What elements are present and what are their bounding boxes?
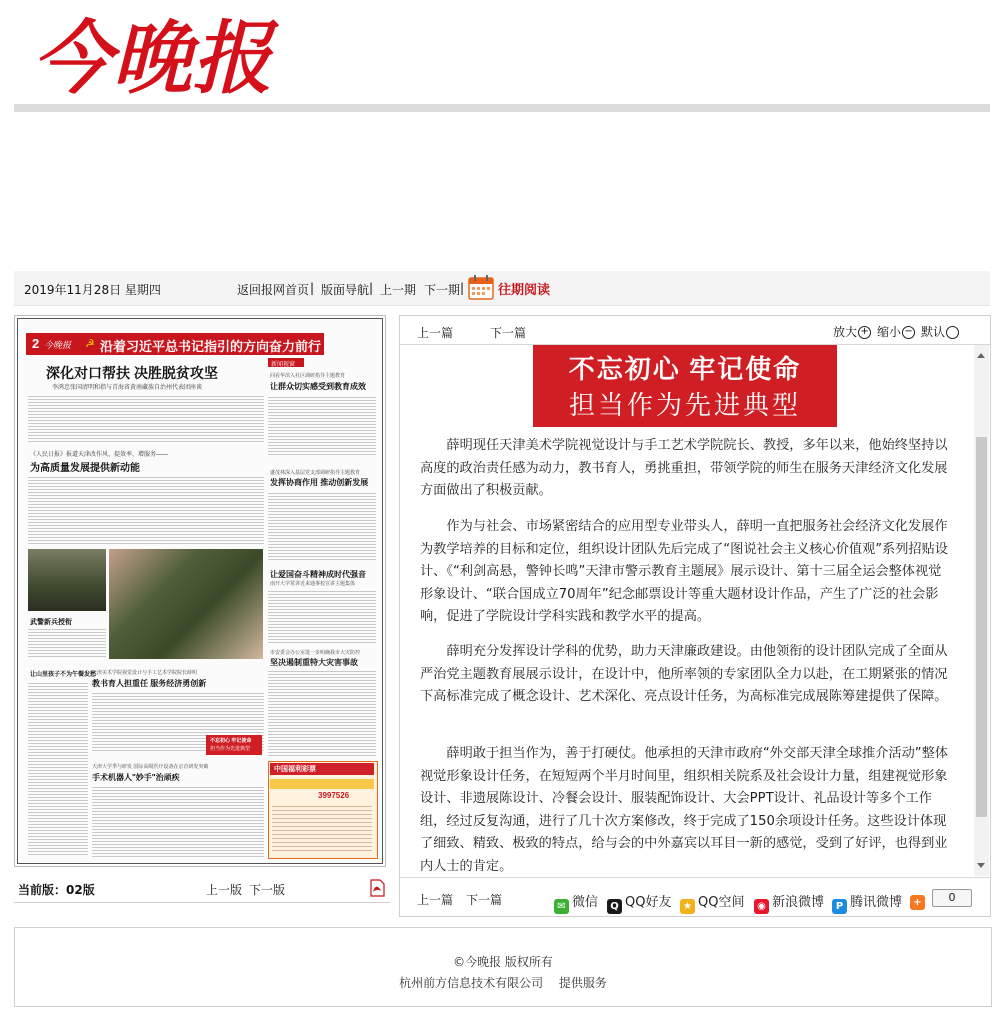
- newspaper-page-image[interactable]: [17, 318, 383, 864]
- share-more-button[interactable]: [910, 891, 928, 910]
- bottom-kicker: 天津大学季与研发 国际高级医疗设备在京首研发突破: [92, 764, 209, 770]
- prev-page-link[interactable]: 上一版: [206, 883, 243, 897]
- banner-line1: 不忘初心 牢记使命: [568, 355, 802, 384]
- page-header-title: 沿着习近平总书记指引的方向奋力前行: [100, 339, 322, 354]
- mid-badge-line2: 担当作为先进典型: [210, 746, 251, 752]
- next-article-link[interactable]: 下一篇: [490, 326, 527, 340]
- zoom-out-icon: −: [902, 326, 915, 339]
- side3-sub: 南开大学常讲近来通事校宣讲主题集体: [270, 581, 356, 587]
- article-text-block: [268, 491, 376, 561]
- zoom-default-label: 默认: [921, 325, 946, 339]
- qzone-star-icon: ★: [680, 899, 695, 914]
- scroll-thumb[interactable]: [976, 437, 987, 817]
- nav-separator: |: [310, 281, 315, 295]
- article-banner: [533, 345, 837, 427]
- nav-separator: |: [369, 281, 374, 295]
- sina-weibo-icon: ◉: [754, 899, 769, 914]
- article-toolbar: [400, 316, 990, 345]
- nav-separator: |: [460, 281, 465, 295]
- current-page-label: [18, 881, 95, 898]
- article-paragraph: 薛明现任天津美术学院视觉设计与手工艺术学院院长、教授，多年以来，他始终坚持以高度的政治责任感为动力，教书育人，勇挑重担，带领学院的师生在服务天津经济文化发展方面做出了积极贡献。: [420, 438, 948, 498]
- side-tag-label: 新闻视窗: [271, 362, 296, 368]
- current-page-label-text: 当前版：: [18, 883, 67, 897]
- site-footer: [14, 927, 992, 1007]
- page-headline-sub: 李鸿忠张国清明和指与青海省黄南藏族自治州代表团座谈: [52, 385, 203, 391]
- side2-headline: 发挥协商作用 推动创新发展: [270, 478, 369, 487]
- share-tencent-label: 腾讯微博: [850, 895, 903, 910]
- share-weixin[interactable]: [554, 891, 598, 914]
- scroll-up-icon[interactable]: [977, 353, 985, 358]
- date-nav-bar: [14, 271, 990, 306]
- share-sina-label: 新浪微博: [772, 895, 825, 910]
- lottery-band: [270, 779, 374, 789]
- article-text-block: [268, 395, 376, 455]
- article-text-block: [28, 627, 106, 657]
- bottom-headline: 手术机器人"妙手"治顽疾: [92, 773, 180, 782]
- next-page-link[interactable]: 下一版: [249, 883, 286, 897]
- article-text-block: [268, 669, 376, 757]
- lottery-title: 中国福利彩票: [274, 766, 316, 773]
- next-article-link[interactable]: 下一篇: [466, 893, 503, 907]
- side2-kicker: 盛茂林深入基层党支部调研指导主题教育: [270, 470, 361, 476]
- header-divider: [14, 104, 990, 112]
- party-emblem-icon: ☭: [85, 338, 95, 350]
- zoom-in-icon: +: [858, 326, 871, 339]
- side-headline: 让群众切实感受到教育成效: [270, 382, 366, 391]
- photo-caption: 武警新兵授衔: [30, 619, 72, 626]
- issue-date: 2019年11月28日 星期四: [24, 283, 161, 297]
- qq-icon: Q: [607, 899, 622, 914]
- news-photo-large: [109, 549, 263, 659]
- zoom-default-icon: [946, 326, 959, 339]
- left-col-headline: 让山里孩子不为午餐发愁: [30, 672, 97, 678]
- headline2-kicker: 《人民日报》报道天津改作风、提效率、增服务——: [30, 452, 169, 458]
- article-scrollbar[interactable]: [974, 345, 989, 876]
- newspaper-page-viewer[interactable]: [14, 315, 386, 867]
- lottery-table: [272, 803, 372, 853]
- prev-article-link[interactable]: 上一篇: [417, 326, 454, 340]
- zoom-in-button[interactable]: [833, 323, 871, 340]
- home-link[interactable]: 返回报网首页: [237, 283, 310, 297]
- share-tencent-weibo[interactable]: [832, 891, 902, 914]
- article-text-block: [268, 589, 376, 644]
- logo-text: 今晚报: [32, 16, 272, 102]
- zoom-out-button[interactable]: [877, 323, 915, 340]
- masthead-small: 今晚报: [44, 340, 72, 350]
- article-bottom-bar: [400, 877, 990, 916]
- page-number: 2: [32, 336, 40, 351]
- logo: [30, 6, 300, 102]
- article-panel: [399, 315, 991, 917]
- article-paragraph: 薛明充分发挥设计学科的优势，助力天津廉政建设。由他领衔的设计团队完成了全面从严治党主题教育展展示设计，在设计中，他所率领的专家团队全力以赴，在工期紧张的情况下高标准完成了概念设计、艺术深化、亮点设计任务，为高标准完成展陈筹建提供了保障。: [420, 644, 948, 704]
- prev-issue-link[interactable]: 上一期: [380, 283, 417, 297]
- pdf-download-icon[interactable]: [369, 879, 385, 897]
- article-paragraph: 作为与社会、市场紧密结合的应用型专业带头人，薛明一直把服务社会经济文化发展作为教学培养的目标和定位，组织设计团队先后完成了“图说社会主义核心价值观”系列招贴设计、《“利剑高悬，警钟长鸣”天津市警示教育主题展》展示设计、第十三届全运会整体视觉形象设计、“联合国成立70周年”纪念邮票设计等重大题材设计作品，产生了广泛的社会影响，促进了学院设计学科实践和教学水平的提高。: [420, 519, 948, 624]
- article-text-block: [28, 681, 88, 857]
- side-kicker: 回看华滨入社区调研指导主题教育: [270, 373, 346, 379]
- share-qzone-label: QQ空间: [698, 895, 745, 910]
- page-navigation: [14, 876, 390, 903]
- calendar-icon[interactable]: [468, 274, 494, 300]
- plus-icon: +: [910, 895, 925, 910]
- layout-nav-link[interactable]: 版面导航: [321, 283, 370, 297]
- article-text-block: [28, 475, 264, 545]
- news-photo-small: [28, 549, 106, 611]
- article-text-block: [28, 394, 264, 442]
- past-reading-link[interactable]: 往期阅读: [498, 283, 551, 298]
- next-issue-link[interactable]: 下一期: [424, 283, 461, 297]
- zoom-in-label: 放大: [833, 325, 858, 339]
- share-qq-label: QQ好友: [625, 895, 672, 910]
- current-page-value: 02版: [66, 883, 95, 897]
- side4-headline: 坚决遏制重特大灾害事故: [270, 658, 358, 667]
- zoom-out-label: 缩小: [877, 325, 902, 339]
- mid-badge-line1: 不忘初心 牢记使命: [210, 738, 252, 744]
- side4-kicker: 市安委会办公室进一步明确我市大灾防控: [270, 650, 361, 656]
- copyright-text: ©今晚报 版权所有: [453, 955, 553, 969]
- scroll-down-icon[interactable]: [977, 863, 985, 868]
- article-content[interactable]: [400, 345, 974, 876]
- wechat-icon: ✉: [554, 899, 569, 914]
- article-text-block: [92, 785, 264, 857]
- mid-kicker: 天津美术学院视觉设计与手工艺术学院院长薛明: [92, 670, 198, 676]
- mid-headline[interactable]: 教书育人担重任 服务经济勇创新: [92, 679, 207, 688]
- page-headline-main: 深化对口帮扶 决胜脱贫攻坚: [46, 365, 218, 381]
- side3-headline: 让爱国奋斗精神成时代强音: [270, 570, 366, 579]
- prev-article-link[interactable]: 上一篇: [417, 893, 454, 907]
- lottery-number: 3997526: [318, 791, 350, 800]
- share-count: 0: [932, 889, 972, 907]
- share-qq[interactable]: [607, 891, 671, 914]
- zoom-default-button[interactable]: [921, 323, 959, 340]
- share-qzone[interactable]: [680, 891, 744, 914]
- tencent-weibo-icon: P: [832, 899, 847, 914]
- headline2: 为高质量发展提供新动能: [30, 463, 140, 474]
- share-sina-weibo[interactable]: [754, 891, 824, 914]
- article-paragraph: 薛明敢于担当作为，善于打硬仗。他承担的天津市政府“外交部天津全球推介活动”整体视觉形象设计任务，在短短两个半月时间里，组织相关院系及社会设计力量，组建视觉形象设计、非遗展陈设计、冷餐会设计、服装配饰设计、大会PPT设计、礼品设计等多个工作组，经过反复沟通，进行了几十次方案修改，终于完成了150余项设计任务。这些设计体现了细致、精致、极致的特点，给与会的中外嘉宾以耳目一新的感觉，受到了好评，也得到业内人士的肯定。: [420, 746, 948, 874]
- share-weixin-label: 微信: [572, 895, 599, 910]
- provider-text: 杭州前方信息技术有限公司 提供服务: [399, 976, 607, 990]
- banner-line2: 担当作为先进典型: [568, 390, 801, 420]
